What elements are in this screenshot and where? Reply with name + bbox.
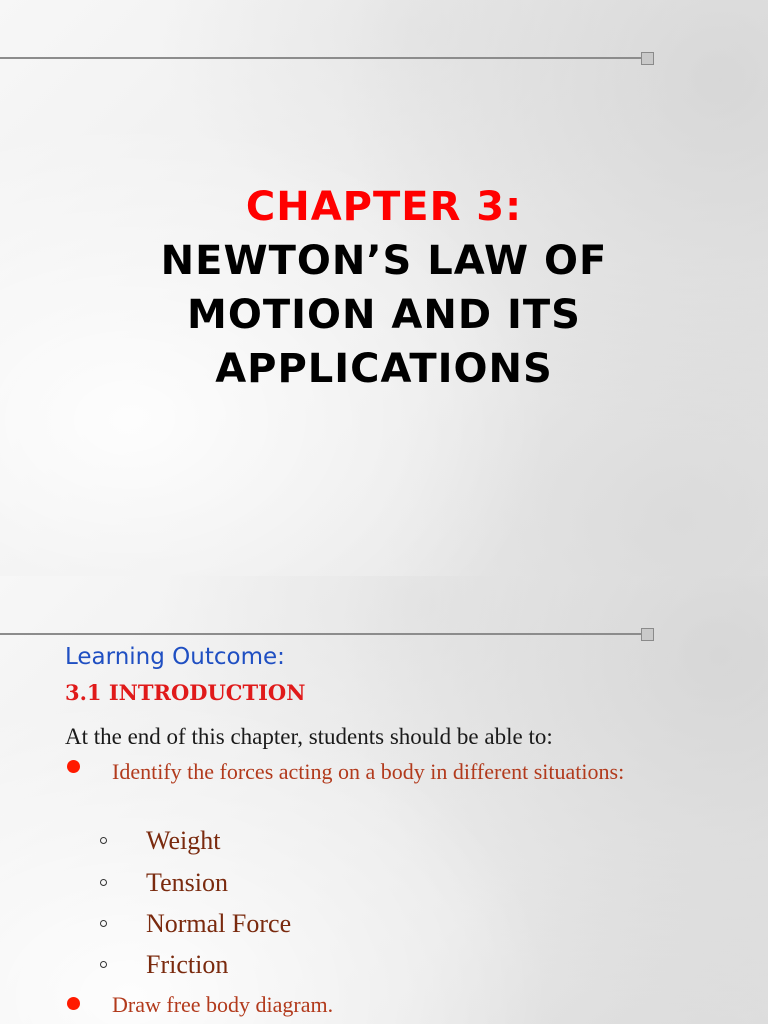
ring-bullet-icon [100, 920, 107, 927]
section-heading: 3.1 INTRODUCTION [65, 680, 306, 705]
rule-end-marker [641, 52, 654, 65]
chapter-label: CHAPTER 3: [245, 184, 523, 230]
title-line-2: MOTION AND ITS [187, 292, 581, 338]
title-line-3: APPLICATIONS [215, 346, 553, 392]
sub-item-label: Tension [146, 868, 228, 897]
sub-item-label: Friction [146, 950, 229, 979]
rule-end-marker [641, 628, 654, 641]
sub-item-label: Normal Force [146, 909, 292, 938]
outcome-slide [0, 576, 768, 1024]
slide-title [0, 180, 768, 396]
bullet-text-1: Identify the forces acting on a body in different situations: [112, 759, 625, 784]
ring-bullet-icon [100, 837, 107, 844]
ring-bullet-icon [100, 879, 107, 886]
ring-bullet-icon [100, 961, 107, 968]
title-line-1: NEWTON’S LAW OF [160, 238, 608, 284]
sub-item-label: Weight [146, 826, 221, 855]
header-rule [0, 633, 642, 635]
lead-text: At the end of this chapter, students should be able to: [65, 724, 553, 749]
bullet-text-2: Draw free body diagram. [112, 992, 334, 1017]
learning-outcome-heading: Learning Outcome: [65, 644, 285, 670]
header-rule [0, 57, 642, 59]
bullet-icon [67, 760, 80, 773]
bullet-icon [67, 997, 80, 1010]
